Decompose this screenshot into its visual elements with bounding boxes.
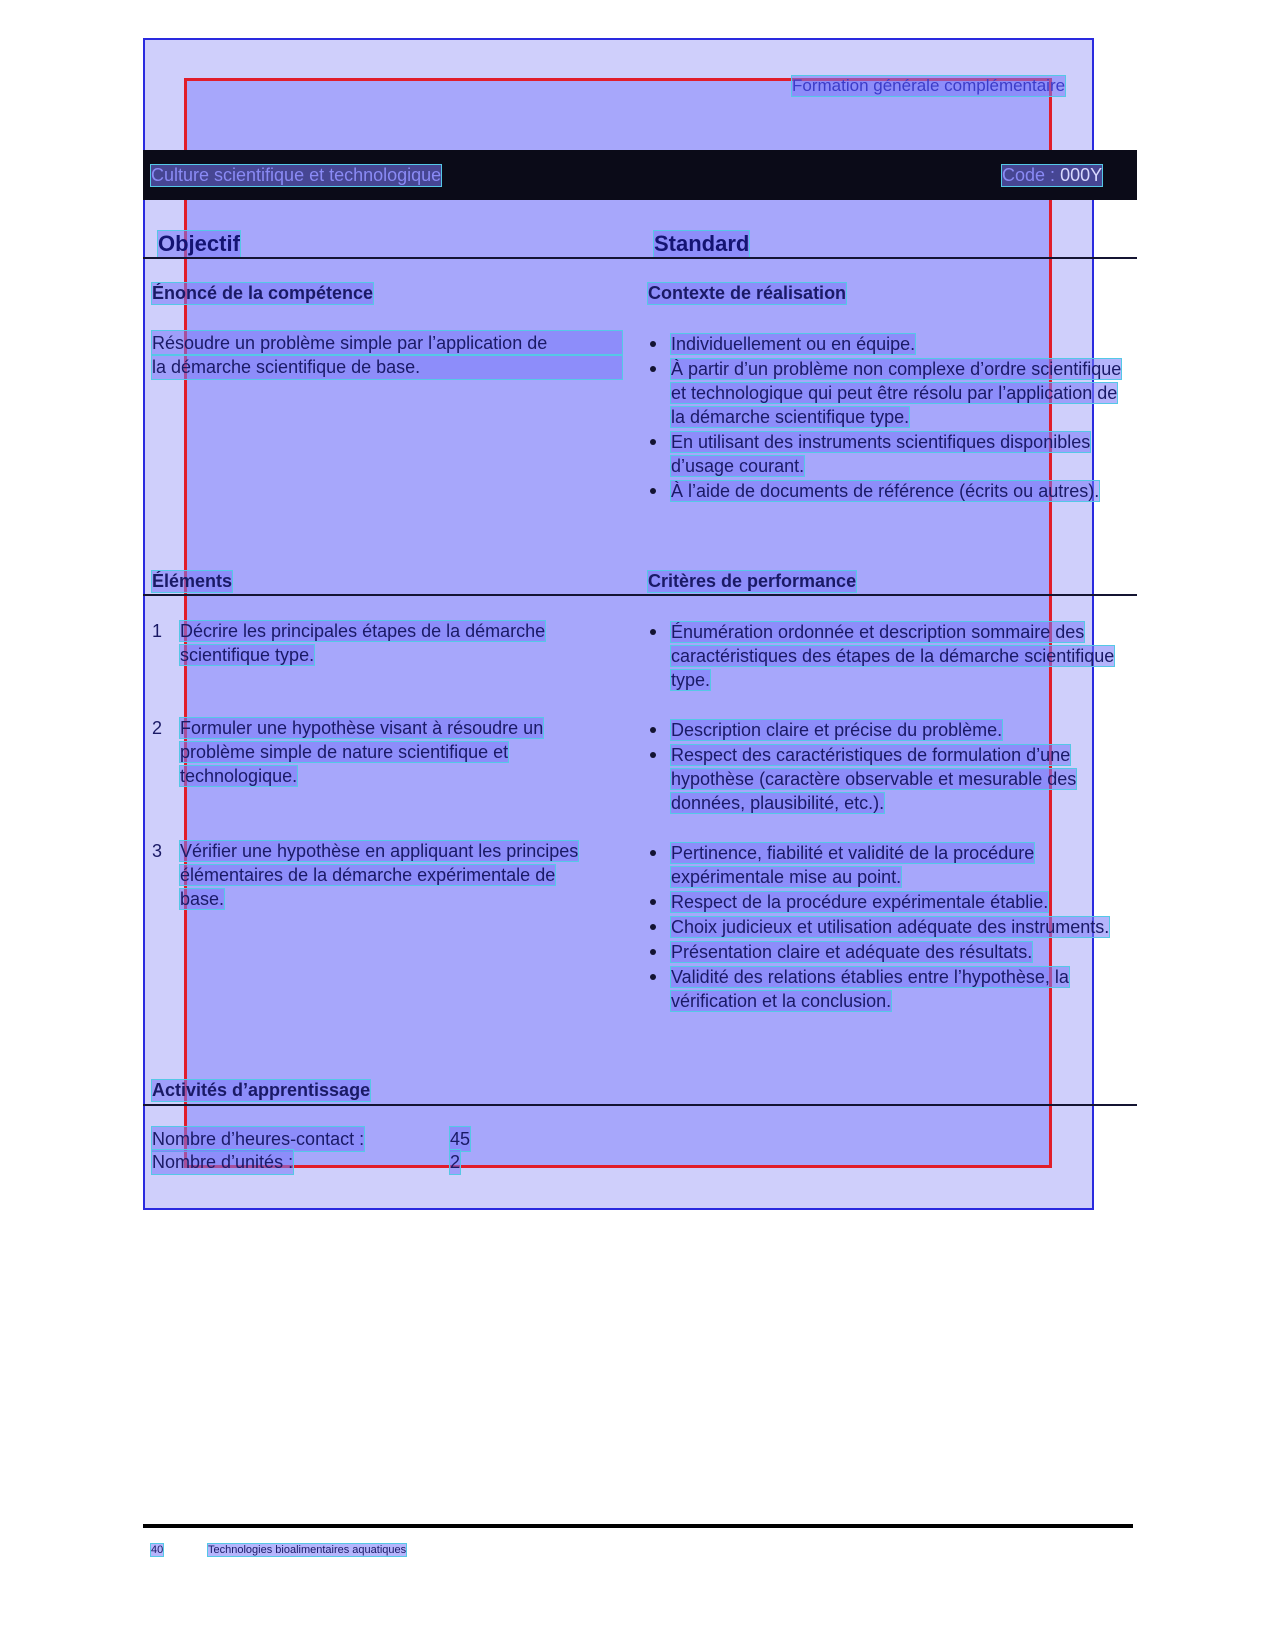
criteria-list — [648, 718, 1078, 816]
footer-page-number: 40 — [151, 1544, 164, 1556]
bullet-icon — [650, 341, 656, 347]
heures-label: Nombre d’heures-contact : — [152, 1129, 365, 1149]
elements-heading: Éléments — [152, 571, 233, 591]
footer-program: Technologies bioalimentaires aquatiques — [208, 1544, 407, 1556]
competence-text: Résoudre un problème simple par l’application de la démarche scientifique de base. — [152, 331, 622, 379]
contexte-item: À partir d’un problème non complexe d’ordre scientifique et technologique qui peut être résolu par l’application de la démarche scientifique type. — [648, 357, 1128, 429]
heures-value: 45 — [450, 1129, 471, 1149]
competence-heading: Énoncé de la compétence — [152, 283, 374, 303]
standard-heading: Standard — [654, 231, 750, 256]
criteria-item: Énumération ordonnée et description sommaire des caractéristiques des étapes de la démarche scientifique type. — [648, 620, 1118, 692]
element-number: 2 — [152, 718, 163, 738]
bullet-icon — [650, 439, 656, 445]
bullet-icon — [650, 850, 656, 856]
criteria-list — [648, 841, 1123, 1014]
course-code — [1002, 165, 1102, 186]
bullet-icon — [650, 629, 656, 635]
contexte-item: À l’aide de documents de référence (écrits ou autres). — [648, 479, 1128, 503]
formation-header: Formation générale complémentaire — [792, 76, 1066, 95]
section-rule — [143, 594, 1137, 596]
bullet-icon — [650, 899, 656, 905]
element-text: Décrire les principales étapes de la démarche scientifique type. — [180, 621, 546, 665]
activites-heading: Activités d’apprentissage — [152, 1080, 371, 1100]
criteria-item: Validité des relations établies entre l’hypothèse, la vérification et la conclusion. — [648, 965, 1123, 1013]
contexte-item: En utilisant des instruments scientifiques disponibles d’usage courant. — [648, 430, 1128, 478]
criteria-item: Description claire et précise du problème. — [648, 718, 1078, 742]
contexte-item: Individuellement ou en équipe. — [648, 332, 1128, 356]
section-rule — [143, 257, 1137, 259]
bullet-icon — [650, 727, 656, 733]
criteria-item: Pertinence, fiabilité et validité de la procédure expérimentale mise au point. — [648, 841, 1123, 889]
unites-label: Nombre d’unités : — [152, 1152, 294, 1172]
element-text: Formuler une hypothèse visant à résoudre un problème simple de nature scientifique et technologique. — [180, 718, 544, 786]
element-text: Vérifier une hypothèse en appliquant les principes élémentaires de la démarche expérimentale de base. — [180, 841, 579, 909]
course-title: Culture scientifique et technologique — [151, 165, 442, 185]
bullet-icon — [650, 974, 656, 980]
bullet-icon — [650, 366, 656, 372]
criteria-item: Choix judicieux et utilisation adéquate des instruments. — [648, 915, 1123, 939]
bullet-icon — [650, 924, 656, 930]
bullet-icon — [650, 949, 656, 955]
criteria-list — [648, 620, 1118, 693]
criteria-item: Présentation claire et adéquate des résultats. — [648, 940, 1123, 964]
element-number: 3 — [152, 841, 163, 861]
section-rule — [143, 1104, 1137, 1106]
contexte-list — [648, 332, 1128, 504]
criteres-heading: Critères de performance — [648, 571, 857, 591]
objectif-heading: Objectif — [158, 231, 240, 256]
course-code-label: Code : — [1002, 165, 1056, 185]
contexte-heading: Contexte de réalisation — [648, 283, 847, 303]
unites-value: 2 — [450, 1152, 461, 1172]
bullet-icon — [650, 752, 656, 758]
bullet-icon — [650, 488, 656, 494]
criteria-item: Respect des caractéristiques de formulation d’une hypothèse (caractère observable et mesurable des données, plausibilité, etc.). — [648, 743, 1078, 815]
footer-rule — [143, 1524, 1133, 1528]
course-code-value: 000Y — [1060, 165, 1103, 185]
criteria-item: Respect de la procédure expérimentale établie. — [648, 890, 1123, 914]
element-number: 1 — [152, 621, 163, 641]
